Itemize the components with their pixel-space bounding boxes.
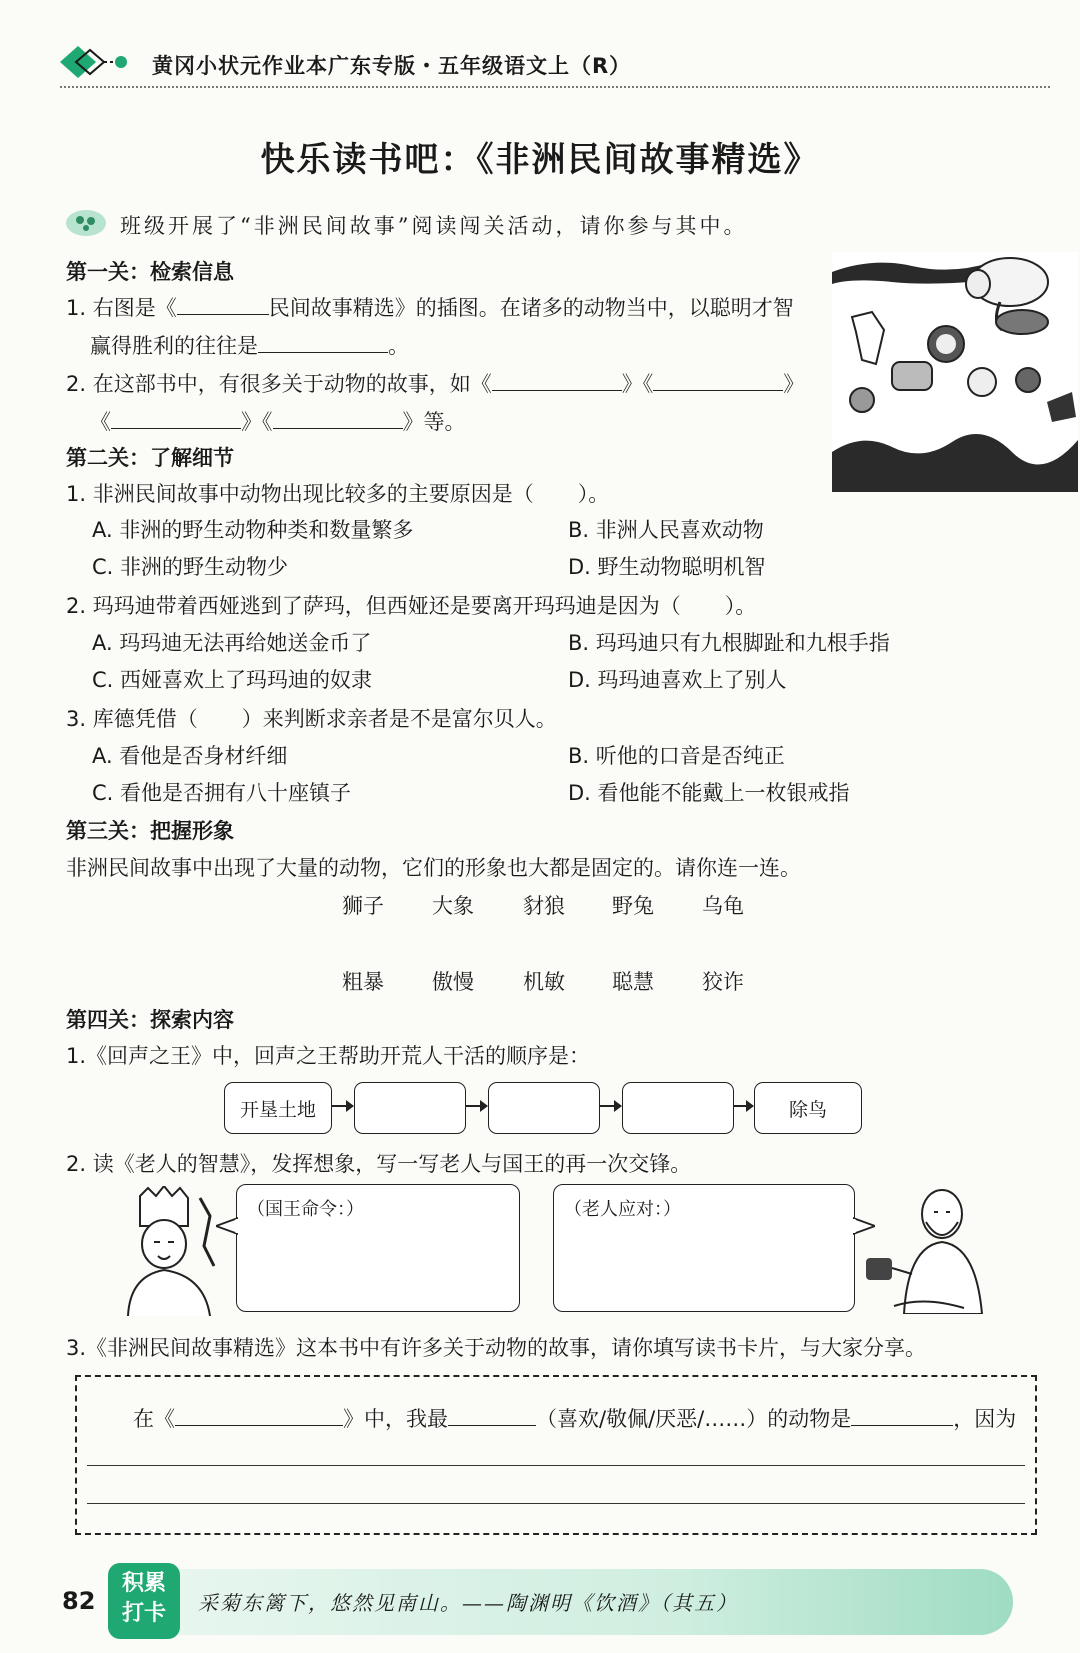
level1-q2-part-e: 》《 bbox=[241, 410, 273, 434]
card-part-b: 》中，我最 bbox=[343, 1407, 448, 1431]
level2-q3-option-a[interactable]: A. 看他是否身材纤细 bbox=[92, 744, 288, 768]
trait-word[interactable]: 傲慢 bbox=[432, 970, 474, 994]
level2-q1-stem-b: ）。 bbox=[577, 482, 610, 506]
answer-blank[interactable] bbox=[258, 332, 388, 353]
level1-q2-part-b: 》《 bbox=[621, 372, 654, 396]
level2-q3-stem-a: 3. 库德凭借（ bbox=[66, 707, 198, 731]
level2-q1-stem-a: 1. 非洲民间故事中动物出现比较多的主要原因是（ bbox=[66, 482, 534, 506]
flow-step-blank[interactable] bbox=[622, 1082, 734, 1134]
level1-q1-part-a: 1. 右图是《 bbox=[66, 296, 177, 320]
level1-q2-line2 bbox=[90, 406, 466, 436]
level2-q3-stem bbox=[66, 703, 557, 733]
answer-blank[interactable] bbox=[492, 370, 622, 391]
level1-q2-part-a: 2. 在这部书中，有很多关于动物的故事，如《 bbox=[66, 372, 492, 396]
header-icon bbox=[58, 42, 128, 82]
level1-heading: 第一关：检索信息 bbox=[66, 260, 234, 284]
level2-q3-option-c[interactable]: C. 看他是否拥有八十座镇子 bbox=[92, 781, 352, 805]
trait-word[interactable]: 机敏 bbox=[523, 970, 565, 994]
level1-q2-part-d: 《 bbox=[90, 410, 111, 434]
level2-q1-option-a[interactable]: A. 非洲的野生动物种类和数量繁多 bbox=[92, 518, 414, 542]
animal-word[interactable]: 大象 bbox=[432, 894, 474, 918]
trait-word[interactable]: 狡诈 bbox=[702, 970, 744, 994]
level1-q1-line2 bbox=[90, 330, 409, 360]
card-feeling-blank[interactable] bbox=[448, 1405, 536, 1426]
reading-card-sentence bbox=[133, 1403, 1016, 1433]
card-part-a: 在《 bbox=[133, 1407, 175, 1431]
king-speech-bubble[interactable] bbox=[236, 1184, 520, 1312]
answer-blank[interactable] bbox=[273, 408, 403, 429]
animal-word[interactable]: 豺狼 bbox=[523, 894, 565, 918]
level2-q2-option-d[interactable]: D. 玛玛迪喜欢上了别人 bbox=[568, 668, 787, 692]
elder-speech-bubble[interactable] bbox=[553, 1184, 855, 1312]
level3-instruction: 非洲民间故事中出现了大量的动物，它们的形象也大都是固定的。请你连一连。 bbox=[66, 856, 801, 880]
flow-step-blank[interactable] bbox=[354, 1082, 466, 1134]
trait-word[interactable]: 聪慧 bbox=[612, 970, 654, 994]
card-writing-line[interactable] bbox=[87, 1503, 1025, 1504]
level1-q2-part-f: 》等。 bbox=[402, 410, 466, 434]
level2-q3-stem-b: ）来判断求亲者是不是富尔贝人。 bbox=[241, 707, 557, 731]
answer-blank[interactable] bbox=[177, 294, 269, 315]
level2-heading: 第二关：了解细节 bbox=[66, 446, 234, 470]
flow-step-blank[interactable] bbox=[488, 1082, 600, 1134]
king-bubble-tail bbox=[216, 1216, 238, 1236]
level2-q2-stem-a: 2. 玛玛迪带着西娅逃到了萨玛，但西娅还是要离开玛玛迪是因为（ bbox=[66, 594, 681, 618]
level1-q1-part-c: 赢得胜利的往往是 bbox=[90, 334, 258, 358]
page-title: 快乐读书吧：《非洲民间故事精选》 bbox=[260, 140, 820, 180]
animal-word[interactable]: 野兔 bbox=[612, 894, 654, 918]
level1-q2 bbox=[66, 368, 804, 398]
level2-q2-stem bbox=[66, 590, 756, 620]
intro-text: 班级开展了“非洲民间故事”阅读闯关活动，请你参与其中。 bbox=[120, 214, 748, 238]
answer-blank[interactable] bbox=[653, 370, 783, 391]
trait-word[interactable]: 粗暴 bbox=[342, 970, 384, 994]
flow-step-first: 开垦土地 bbox=[224, 1082, 332, 1134]
flow-arrow bbox=[600, 1105, 620, 1107]
flow-arrow bbox=[332, 1105, 352, 1107]
level2-q1-option-d[interactable]: D. 野生动物聪明机智 bbox=[568, 555, 766, 579]
level1-q1 bbox=[66, 292, 794, 322]
level4-heading: 第四关：探索内容 bbox=[66, 1008, 234, 1032]
level2-q1-option-c[interactable]: C. 非洲的野生动物少 bbox=[92, 555, 289, 579]
reading-card bbox=[75, 1375, 1037, 1535]
level1-q1-part-b: 民间故事精选》的插图。在诸多的动物当中，以聪明才智 bbox=[268, 296, 794, 320]
reading-icon bbox=[64, 206, 108, 238]
animals-illustration bbox=[832, 252, 1078, 492]
poem-quote: 采菊东篱下，悠然见南山。——陶渊明《饮酒》（其五） bbox=[198, 1591, 738, 1615]
king-speech-label: （国王命令：） bbox=[247, 1199, 364, 1220]
level2-q2-stem-b: ）。 bbox=[724, 594, 757, 618]
level4-q3: 3.《非洲民间故事精选》这本书中有许多关于动物的故事，请你填写读书卡片，与大家分享。 bbox=[66, 1336, 927, 1360]
card-writing-line[interactable] bbox=[87, 1465, 1025, 1466]
page-number: 82 bbox=[62, 1587, 96, 1615]
card-part-c: （喜欢/敬佩/厌恶/……）的动物是 bbox=[536, 1407, 852, 1431]
king-illustration bbox=[118, 1186, 228, 1316]
level4-q2: 2. 读《老人的智慧》，发挥想象，写一写老人与国王的再一次交锋。 bbox=[66, 1152, 692, 1176]
card-part-d: ，因为 bbox=[953, 1407, 1017, 1431]
level2-q1-option-b[interactable]: B. 非洲人民喜欢动物 bbox=[568, 518, 764, 542]
elder-speech-label: （老人应对：） bbox=[564, 1199, 681, 1220]
level3-heading: 第三关：把握形象 bbox=[66, 819, 234, 843]
badge-line2: 打卡 bbox=[121, 1601, 166, 1626]
elder-illustration bbox=[864, 1186, 994, 1314]
level2-q2-option-a[interactable]: A. 玛玛迪无法再给她送金币了 bbox=[92, 631, 372, 655]
header-text: 黄冈小状元作业本广东专版・五年级语文上（R） bbox=[152, 54, 632, 78]
flow-step-last: 除鸟 bbox=[754, 1082, 862, 1134]
flow-arrow bbox=[734, 1105, 752, 1107]
flow-arrow bbox=[466, 1105, 486, 1107]
level2-q3-option-d[interactable]: D. 看他能不能戴上一枚银戒指 bbox=[568, 781, 850, 805]
accumulate-badge bbox=[108, 1563, 180, 1639]
level2-q2-option-b[interactable]: B. 玛玛迪只有九根脚趾和九根手指 bbox=[568, 631, 890, 655]
level1-q1-part-d: 。 bbox=[388, 334, 409, 358]
level2-q2-option-c[interactable]: C. 西娅喜欢上了玛玛迪的奴隶 bbox=[92, 668, 373, 692]
level2-q1-stem bbox=[66, 478, 609, 508]
animal-word[interactable]: 乌龟 bbox=[702, 894, 744, 918]
level4-q1: 1.《回声之王》中，回声之王帮助开荒人干活的顺序是： bbox=[66, 1044, 591, 1068]
animal-word[interactable]: 狮子 bbox=[342, 894, 384, 918]
answer-blank[interactable] bbox=[111, 408, 241, 429]
header-divider bbox=[60, 86, 1050, 88]
level1-q2-part-c: 》 bbox=[783, 372, 805, 396]
card-book-blank[interactable] bbox=[175, 1405, 343, 1426]
badge-line1: 积累 bbox=[121, 1571, 166, 1596]
level2-q3-option-b[interactable]: B. 听他的口音是否纯正 bbox=[568, 744, 785, 768]
card-animal-blank[interactable] bbox=[851, 1405, 953, 1426]
